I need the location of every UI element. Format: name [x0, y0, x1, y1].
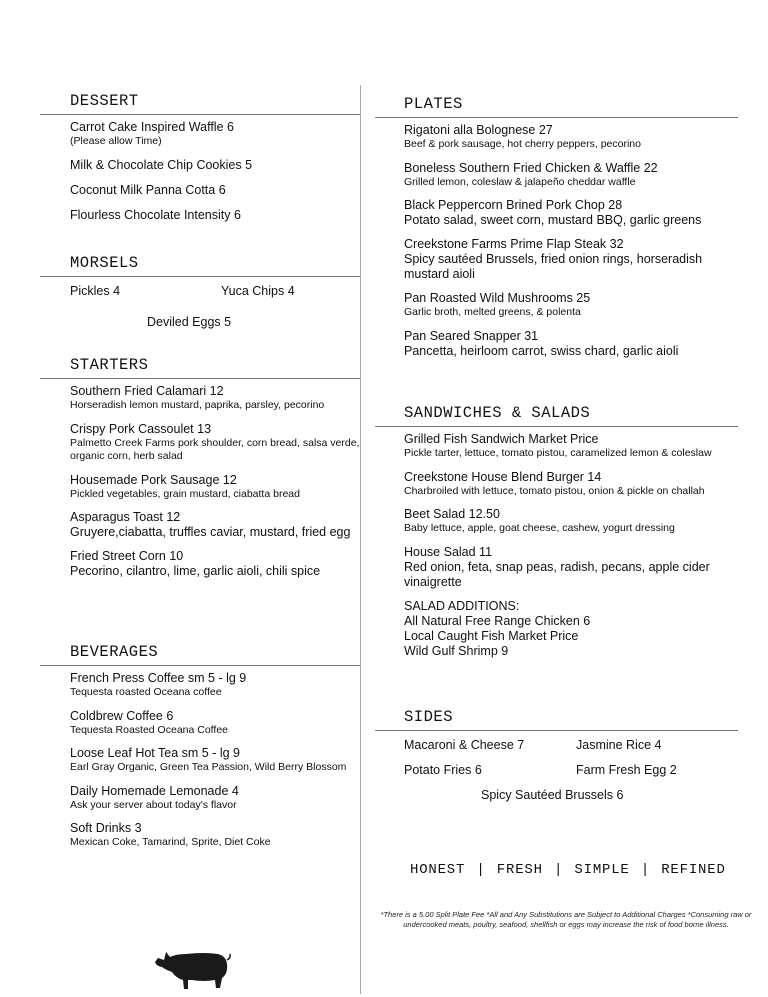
menu-item: [404, 198, 738, 228]
menu-item: Potato Fries 6: [404, 763, 482, 777]
menu-item: [404, 123, 738, 152]
menu-item: [404, 432, 738, 461]
item-name: Creekstone Farms Prime Flap Steak 32: [404, 237, 624, 251]
item-description: Pecorino, cilantro, lime, garlic aioli, chili spice: [70, 564, 321, 578]
item-name: House Salad 11: [404, 544, 493, 559]
item-name: Black Peppercorn Brined Pork Chop 28: [404, 198, 623, 212]
section-plates: [362, 93, 738, 368]
menu-item: Farm Fresh Egg 2: [576, 763, 677, 777]
menu-item: Deviled Eggs 5: [147, 315, 232, 329]
section-title: BEVERAGES: [70, 643, 159, 661]
item-name: Daily Homemade Lemonade 4: [70, 783, 239, 798]
additions-title: SALAD ADDITIONS:: [404, 598, 520, 613]
item-description: Grilled lemon, coleslaw & jalapeño cheddar waffle: [404, 175, 636, 188]
section-title: MORSELS: [70, 254, 139, 272]
item-name: Coconut Milk Panna Cotta 6: [70, 182, 226, 197]
menu-item: [70, 158, 360, 173]
menu-item: [404, 161, 738, 190]
pig-icon: [152, 940, 232, 997]
item-name: French Press Coffee sm 5 - lg 9: [70, 671, 247, 685]
menu-item: [70, 510, 360, 540]
item-name: Milk & Chocolate Chip Cookies 5: [70, 157, 253, 172]
item-description: Tequesta Roasted Oceana Coffee: [70, 723, 228, 736]
section-starters: [0, 354, 360, 588]
item-name: Flourless Chocolate Intensity 6: [70, 207, 241, 222]
item-description: Potato salad, sweet corn, mustard BBQ, garlic greens: [404, 213, 702, 227]
item-name: Boneless Southern Fried Chicken & Waffle 22: [404, 160, 658, 175]
section-title: DESSERT: [70, 92, 139, 110]
item-name: Rigatoni alla Bolognese 27: [404, 123, 553, 137]
item-description: Pickled vegetables, grain mustard, ciabatta bread: [70, 487, 300, 500]
section-beverages: [0, 641, 360, 859]
item-name: Southern Fried Calamari 12: [70, 384, 224, 398]
section-sides: [362, 706, 738, 731]
menu-item: [70, 422, 360, 464]
item-description: Ask your server about today's flavor: [70, 798, 237, 811]
section-sandwiches-salads: [362, 402, 738, 659]
item-description: (Please allow Time): [70, 135, 162, 147]
tagline: HONEST | FRESH | SIMPLE | REFINED: [410, 862, 726, 878]
item-description: Mexican Coke, Tamarind, Sprite, Diet Coke: [70, 836, 271, 848]
section-title: SANDWICHES & SALADS: [404, 404, 591, 422]
item-description: Spicy sautéed Brussels, fried onion rings, horseradish mustard aioli: [404, 252, 703, 281]
item-description: Charbroiled with lettuce, tomato pistou, onion & pickle on challah: [404, 484, 705, 497]
addition-item: All Natural Free Range Chicken 6: [404, 613, 591, 628]
menu-item: [70, 384, 360, 413]
item-description: Tequesta roasted Oceana coffee: [70, 686, 222, 698]
item-name: Pan Seared Snapper 31: [404, 328, 539, 343]
item-description: Horseradish lemon mustard, paprika, parsley, pecorino: [70, 399, 325, 411]
menu-item: [404, 291, 738, 320]
item-name: Pan Roasted Wild Mushrooms 25: [404, 291, 591, 305]
menu-item: Spicy Sautéed Brussels 6: [481, 788, 624, 802]
menu-item: [404, 237, 738, 282]
addition-item: Local Caught Fish Market Price: [404, 628, 579, 643]
menu-item: Pickles 4: [70, 284, 121, 298]
menu-item: [70, 784, 360, 813]
item-description: Palmetto Creek Farms pork shoulder, corn bread, salsa verde, organic corn, herb salad: [70, 436, 360, 462]
menu-item: [70, 671, 360, 700]
menu-item: [70, 183, 360, 198]
item-name: Crispy Pork Cassoulet 13: [70, 421, 212, 436]
menu-item: Yuca Chips 4: [221, 284, 295, 298]
item-description: Pancetta, heirloom carrot, swiss chard, garlic aioli: [404, 343, 679, 358]
salad-additions: [362, 599, 738, 659]
item-name: Housemade Pork Sausage 12: [70, 472, 237, 487]
section-dessert: [0, 90, 360, 233]
section-title: STARTERS: [70, 356, 149, 374]
menu-item: [404, 470, 738, 499]
item-name: Creekstone House Blend Burger 14: [404, 469, 602, 484]
item-description: Garlic broth, melted greens, & polenta: [404, 306, 581, 318]
item-description: Beef & pork sausage, hot cherry peppers, pecorino: [404, 138, 641, 150]
section-morsels: [0, 252, 360, 277]
section-title: PLATES: [404, 95, 463, 113]
item-name: Carrot Cake Inspired Waffle 6: [70, 120, 234, 134]
section-title: SIDES: [404, 708, 454, 726]
divider: [40, 276, 360, 277]
menu-item: [70, 120, 360, 149]
menu-item: Macaroni & Cheese 7: [404, 738, 525, 752]
item-description: Red onion, feta, snap peas, radish, pecans, apple cider vinaigrette: [404, 559, 710, 589]
column-divider: [360, 85, 361, 994]
item-name: Coldbrew Coffee 6: [70, 708, 174, 723]
item-name: Beet Salad 12.50: [404, 507, 500, 521]
item-name: Fried Street Corn 10: [70, 549, 184, 563]
item-name: Grilled Fish Sandwich Market Price: [404, 432, 599, 446]
menu-item: [404, 329, 738, 359]
menu-item: [404, 545, 738, 590]
item-description: Earl Gray Organic, Green Tea Passion, Wild Berry Blossom: [70, 761, 347, 773]
addition-item: Wild Gulf Shrimp 9: [404, 643, 509, 658]
menu-item: [70, 746, 360, 775]
menu-item: [70, 208, 360, 223]
item-description: Pickle tarter, lettuce, tomato pistou, caramelized lemon & coleslaw: [404, 447, 712, 459]
item-description: Baby lettuce, apple, goat cheese, cashew, yogurt dressing: [404, 522, 675, 534]
item-name: Asparagus Toast 12: [70, 510, 181, 524]
menu-item: [70, 473, 360, 502]
menu-item: Jasmine Rice 4: [576, 738, 662, 752]
item-name: Soft Drinks 3: [70, 821, 142, 835]
menu-item: [70, 821, 360, 850]
item-name: Loose Leaf Hot Tea sm 5 - lg 9: [70, 746, 241, 760]
menu-item: [70, 549, 360, 579]
item-description: Gruyere,ciabatta, truffles caviar, mustard, fried egg: [70, 525, 351, 539]
menu-item: [70, 709, 360, 738]
divider: [375, 730, 738, 731]
menu-item: [404, 507, 738, 536]
footer-disclaimer: *There is a 5.00 Split Plate Fee *All and Any Substitutions are Subject to Additional Charges *Consuming raw or undercooked meats, poultry, seafood, shellfish or eggs may increase the risk of food borne illness.: [380, 910, 752, 929]
